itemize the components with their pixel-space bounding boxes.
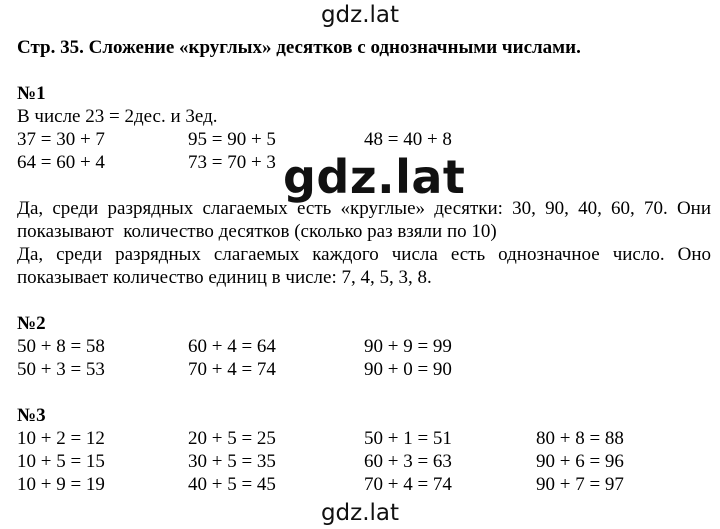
- watermark-top: gdz.lat: [320, 2, 400, 28]
- equation: 90 + 7 = 97: [536, 474, 624, 495]
- equation: 73 = 70 + 3: [188, 152, 276, 173]
- task-1-row: [17, 128, 711, 151]
- task-3-heading: №3: [17, 405, 46, 426]
- task-3-row: [17, 450, 711, 473]
- task-1-answer-1-line-2: показывают количество десятков (сколько раз взяли по 10): [17, 221, 497, 242]
- equation: 95 = 90 + 5: [188, 129, 276, 150]
- task-1-answer-2-line-2: показывает количество единиц в числе: 7, 4, 5, 3, 8.: [17, 267, 432, 288]
- task-1-intro: В числе 23 = 2дес. и 3ед.: [17, 106, 218, 127]
- page-title: Стр. 35. Сложение «круглых» десятков с однозначными числами.: [17, 37, 581, 58]
- task-3-row: [17, 427, 711, 450]
- task-3-row: [17, 473, 711, 496]
- task-2: [17, 312, 711, 381]
- equation: 10 + 2 = 12: [17, 428, 105, 449]
- task-2-row: [17, 358, 711, 381]
- equation: 90 + 9 = 99: [364, 336, 452, 357]
- equation: 64 = 60 + 4: [17, 152, 105, 173]
- equation: 30 + 5 = 35: [188, 451, 276, 472]
- equation: 50 + 1 = 51: [364, 428, 452, 449]
- equation: 50 + 3 = 53: [17, 359, 105, 380]
- equation: 20 + 5 = 25: [188, 428, 276, 449]
- task-1-answer-2-line-1: Да, среди разрядных слагаемых каждого числа есть однозначное число. Оно: [17, 244, 711, 265]
- equation: 10 + 9 = 19: [17, 474, 105, 495]
- watermark-bottom: gdz.lat: [320, 500, 400, 526]
- equation: 10 + 5 = 15: [17, 451, 105, 472]
- task-1-answer-1-line-1: Да, среди разрядных слагаемых есть «круглые» десятки: 30, 90, 40, 60, 70. Они: [17, 198, 711, 219]
- document-body: [17, 36, 711, 496]
- equation: 70 + 4 = 74: [364, 474, 452, 495]
- equation: 37 = 30 + 7: [17, 129, 105, 150]
- equation: 70 + 4 = 74: [188, 359, 276, 380]
- equation: 90 + 6 = 96: [536, 451, 624, 472]
- task-2-row: [17, 335, 711, 358]
- equation: 48 = 40 + 8: [364, 129, 452, 150]
- equation: 90 + 0 = 90: [364, 359, 452, 380]
- equation: 50 + 8 = 58: [17, 336, 105, 357]
- task-2-heading: №2: [17, 313, 46, 334]
- task-3: [17, 404, 711, 496]
- equation: 60 + 3 = 63: [364, 451, 452, 472]
- equation: 60 + 4 = 64: [188, 336, 276, 357]
- watermark-center: gdz.lat: [283, 150, 466, 204]
- equation: 40 + 5 = 45: [188, 474, 276, 495]
- equation: 80 + 8 = 88: [536, 428, 624, 449]
- task-1-heading: №1: [17, 83, 46, 104]
